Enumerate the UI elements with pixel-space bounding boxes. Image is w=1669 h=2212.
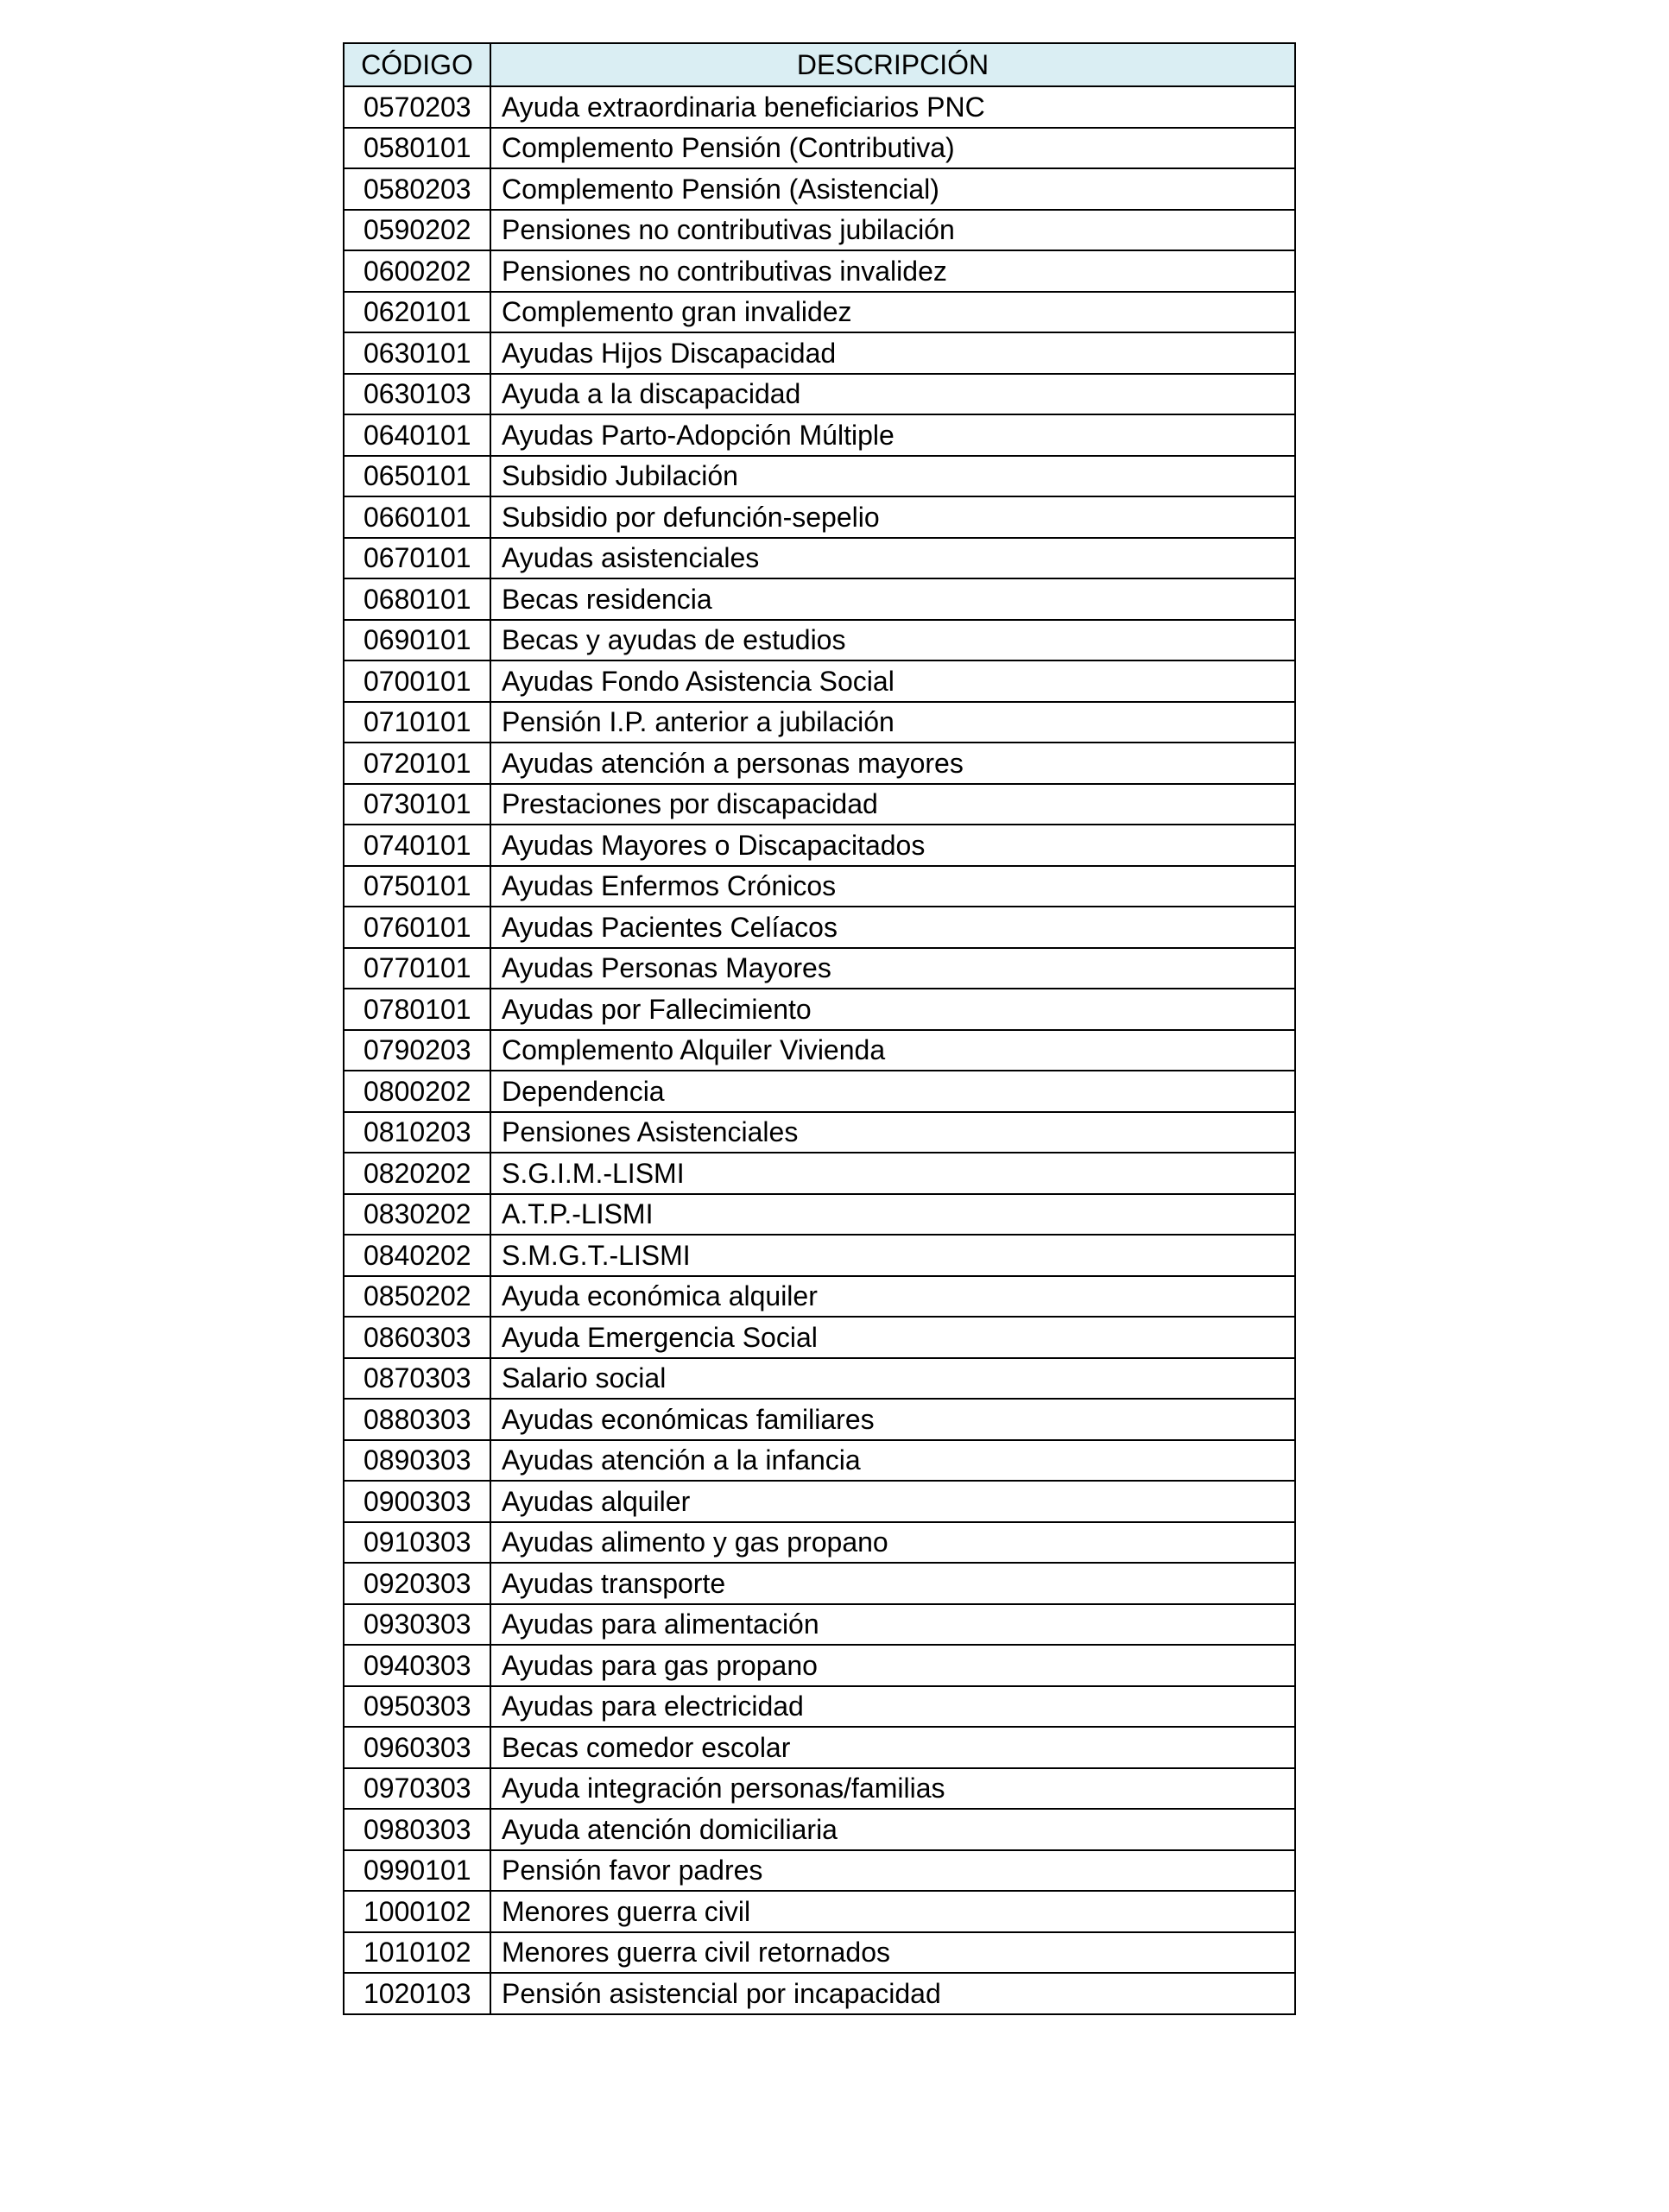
table-row — [344, 660, 1295, 702]
row-code: 0670101 — [344, 538, 490, 579]
row-description: Dependencia — [490, 1071, 1295, 1112]
row-code: 1000102 — [344, 1891, 490, 1932]
row-description: Complemento gran invalidez — [490, 292, 1295, 333]
table-row — [344, 1727, 1295, 1768]
row-description: Pensión asistencial por incapacidad — [490, 1973, 1295, 2014]
row-description: A.T.P.-LISMI — [490, 1194, 1295, 1236]
table-row — [344, 496, 1295, 538]
table-row — [344, 1235, 1295, 1276]
table-row — [344, 332, 1295, 374]
row-code: 0680101 — [344, 578, 490, 620]
table-row — [344, 1153, 1295, 1194]
row-code: 0740101 — [344, 825, 490, 866]
table-row — [344, 620, 1295, 661]
row-description: Complemento Alquiler Vivienda — [490, 1030, 1295, 1071]
row-code: 0950303 — [344, 1686, 490, 1728]
table-row — [344, 1973, 1295, 2014]
row-description: Ayudas Mayores o Discapacitados — [490, 825, 1295, 866]
table-row — [344, 292, 1295, 333]
table-row — [344, 128, 1295, 169]
row-code: 0830202 — [344, 1194, 490, 1236]
table-row — [344, 1276, 1295, 1318]
row-code: 0650101 — [344, 456, 490, 497]
row-description: Becas y ayudas de estudios — [490, 620, 1295, 661]
row-description: Ayudas asistenciales — [490, 538, 1295, 579]
row-code: 0860303 — [344, 1317, 490, 1358]
row-description: Pensiones no contributivas jubilación — [490, 210, 1295, 251]
table-header-row — [344, 43, 1295, 86]
row-code: 0820202 — [344, 1153, 490, 1194]
row-code: 0940303 — [344, 1645, 490, 1686]
table-row — [344, 1481, 1295, 1522]
row-description: Pensiones Asistenciales — [490, 1112, 1295, 1153]
row-code: 0580203 — [344, 168, 490, 210]
table-row — [344, 907, 1295, 948]
row-description: Ayudas Personas Mayores — [490, 948, 1295, 989]
table-row — [344, 825, 1295, 866]
row-description: Complemento Pensión (Contributiva) — [490, 128, 1295, 169]
row-description: Ayuda a la discapacidad — [490, 374, 1295, 415]
row-code: 0690101 — [344, 620, 490, 661]
row-code: 0840202 — [344, 1235, 490, 1276]
table-row — [344, 456, 1295, 497]
row-code: 0720101 — [344, 743, 490, 784]
table-row — [344, 866, 1295, 907]
row-description: S.G.I.M.-LISMI — [490, 1153, 1295, 1194]
table-row — [344, 1358, 1295, 1400]
table-row — [344, 1645, 1295, 1686]
table-row — [344, 168, 1295, 210]
row-code: 0850202 — [344, 1276, 490, 1318]
table-row — [344, 1686, 1295, 1728]
row-code: 0760101 — [344, 907, 490, 948]
row-description: Ayudas alquiler — [490, 1481, 1295, 1522]
table-row — [344, 1317, 1295, 1358]
row-code: 0800202 — [344, 1071, 490, 1112]
table-row — [344, 1604, 1295, 1646]
row-code: 0730101 — [344, 784, 490, 825]
table-row — [344, 414, 1295, 456]
row-code: 0970303 — [344, 1768, 490, 1810]
row-description: Ayudas atención a personas mayores — [490, 743, 1295, 784]
row-description: Menores guerra civil — [490, 1891, 1295, 1932]
table-row — [344, 210, 1295, 251]
row-description: Prestaciones por discapacidad — [490, 784, 1295, 825]
table-row — [344, 86, 1295, 128]
table-row — [344, 1522, 1295, 1564]
row-description: Ayudas transporte — [490, 1563, 1295, 1604]
row-code: 1020103 — [344, 1973, 490, 2014]
row-code: 0590202 — [344, 210, 490, 251]
table-row — [344, 1932, 1295, 1974]
row-description: Ayudas para alimentación — [490, 1604, 1295, 1646]
row-description: Subsidio Jubilación — [490, 456, 1295, 497]
row-code: 0890303 — [344, 1440, 490, 1482]
table-row — [344, 1563, 1295, 1604]
row-code: 0880303 — [344, 1399, 490, 1440]
row-code: 0600202 — [344, 250, 490, 292]
column-header-code: CÓDIGO — [344, 43, 490, 86]
table-row — [344, 1194, 1295, 1236]
table-row — [344, 1809, 1295, 1850]
row-description: Ayudas Parto-Adopción Múltiple — [490, 414, 1295, 456]
row-description: Ayudas para electricidad — [490, 1686, 1295, 1728]
row-description: Ayudas Pacientes Celíacos — [490, 907, 1295, 948]
table-row — [344, 1071, 1295, 1112]
table-row — [344, 250, 1295, 292]
row-code: 0910303 — [344, 1522, 490, 1564]
row-code: 0770101 — [344, 948, 490, 989]
row-description: Pensión I.P. anterior a jubilación — [490, 702, 1295, 743]
row-code: 0900303 — [344, 1481, 490, 1522]
row-description: Pensión favor padres — [490, 1850, 1295, 1892]
row-code: 0780101 — [344, 989, 490, 1030]
row-code: 0960303 — [344, 1727, 490, 1768]
row-code: 0790203 — [344, 1030, 490, 1071]
table-row — [344, 374, 1295, 415]
row-code: 0630103 — [344, 374, 490, 415]
table-row — [344, 1399, 1295, 1440]
column-header-description: DESCRIPCIÓN — [490, 43, 1295, 86]
row-description: Ayudas económicas familiares — [490, 1399, 1295, 1440]
row-code: 0750101 — [344, 866, 490, 907]
row-code: 0710101 — [344, 702, 490, 743]
row-description: Ayuda atención domiciliaria — [490, 1809, 1295, 1850]
row-description: Ayudas Enfermos Crónicos — [490, 866, 1295, 907]
row-description: Becas residencia — [490, 578, 1295, 620]
row-description: Ayudas Hijos Discapacidad — [490, 332, 1295, 374]
row-description: Ayudas por Fallecimiento — [490, 989, 1295, 1030]
table-row — [344, 538, 1295, 579]
row-description: Ayudas Fondo Asistencia Social — [490, 660, 1295, 702]
row-code: 0640101 — [344, 414, 490, 456]
table-row — [344, 702, 1295, 743]
row-code: 0580101 — [344, 128, 490, 169]
row-description: Ayuda económica alquiler — [490, 1276, 1295, 1318]
table-row — [344, 1440, 1295, 1482]
row-description: Ayudas para gas propano — [490, 1645, 1295, 1686]
code-table — [343, 42, 1296, 2015]
row-code: 0920303 — [344, 1563, 490, 1604]
row-code: 0630101 — [344, 332, 490, 374]
table-row — [344, 1030, 1295, 1071]
row-description: Ayudas atención a la infancia — [490, 1440, 1295, 1482]
row-description: Complemento Pensión (Asistencial) — [490, 168, 1295, 210]
row-code: 0620101 — [344, 292, 490, 333]
row-description: Pensiones no contributivas invalidez — [490, 250, 1295, 292]
table-row — [344, 1112, 1295, 1153]
row-description: Ayudas alimento y gas propano — [490, 1522, 1295, 1564]
row-code: 0810203 — [344, 1112, 490, 1153]
row-description: Menores guerra civil retornados — [490, 1932, 1295, 1974]
row-description: Ayuda extraordinaria beneficiarios PNC — [490, 86, 1295, 128]
table-row — [344, 1891, 1295, 1932]
row-description: Subsidio por defunción-sepelio — [490, 496, 1295, 538]
row-description: Becas comedor escolar — [490, 1727, 1295, 1768]
table-row — [344, 578, 1295, 620]
row-code: 0930303 — [344, 1604, 490, 1646]
row-description: S.M.G.T.-LISMI — [490, 1235, 1295, 1276]
table-row — [344, 743, 1295, 784]
table-row — [344, 784, 1295, 825]
row-description: Ayuda integración personas/familias — [490, 1768, 1295, 1810]
table-row — [344, 948, 1295, 989]
row-description: Ayuda Emergencia Social — [490, 1317, 1295, 1358]
row-description: Salario social — [490, 1358, 1295, 1400]
row-code: 1010102 — [344, 1932, 490, 1974]
row-code: 0980303 — [344, 1809, 490, 1850]
row-code: 0700101 — [344, 660, 490, 702]
table-row — [344, 1850, 1295, 1892]
row-code: 0990101 — [344, 1850, 490, 1892]
table-body — [344, 86, 1295, 2014]
row-code: 0570203 — [344, 86, 490, 128]
row-code: 0660101 — [344, 496, 490, 538]
table-row — [344, 989, 1295, 1030]
table-row — [344, 1768, 1295, 1810]
row-code: 0870303 — [344, 1358, 490, 1400]
